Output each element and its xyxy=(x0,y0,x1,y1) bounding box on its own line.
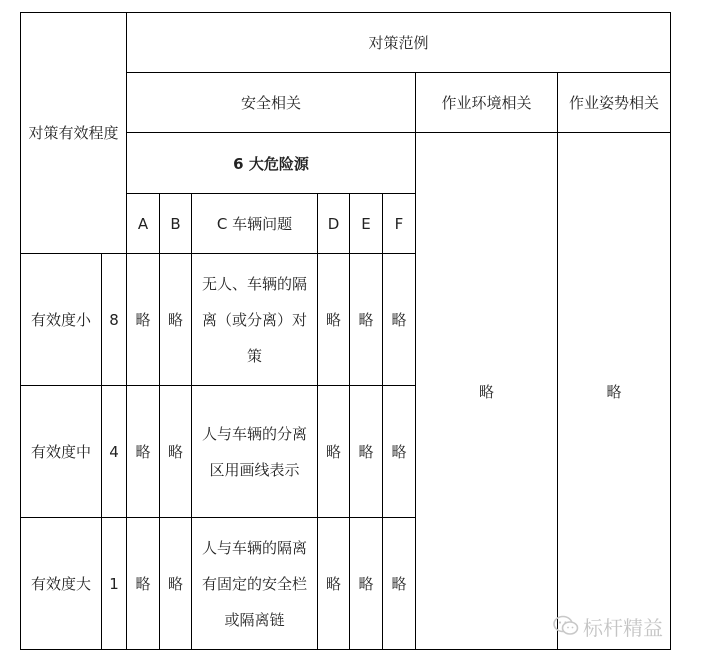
hazard-col-c: C 车辆问题 xyxy=(192,194,318,254)
safety-header: 安全相关 xyxy=(127,73,416,133)
row-cell-c xyxy=(192,518,318,650)
hazard-col-b: B xyxy=(160,194,192,254)
row-cell-f: 略 xyxy=(383,518,416,650)
row-cell-e: 略 xyxy=(350,386,383,518)
row-cell-b: 略 xyxy=(160,386,192,518)
row-level: 有效度小 xyxy=(21,254,102,386)
watermark-text: 标杆精益 xyxy=(583,615,663,640)
row-score: 4 xyxy=(102,386,127,518)
row-cell-f: 略 xyxy=(383,386,416,518)
row-cell-a: 略 xyxy=(127,386,160,518)
row-cell-b: 略 xyxy=(160,518,192,650)
effectiveness-header-label: 对策有效程度 xyxy=(28,124,119,142)
hazard-col-d: D xyxy=(318,194,350,254)
row-cell-d: 略 xyxy=(318,386,350,518)
effectiveness-header xyxy=(21,13,127,254)
row-cell-c xyxy=(192,254,318,386)
row-cell-c xyxy=(192,386,318,518)
row-cell-e: 略 xyxy=(350,254,383,386)
hazard-col-f: F xyxy=(383,194,416,254)
work-posture-header: 作业姿势相关 xyxy=(558,73,671,133)
row-cell-e: 略 xyxy=(350,518,383,650)
row-score: 8 xyxy=(102,254,127,386)
row-cell-f: 略 xyxy=(383,254,416,386)
row-cell-c-text: 人与车辆的隔离有固定的安全栏或隔离链 xyxy=(201,538,307,629)
row-level: 有效度大 xyxy=(21,518,102,650)
row-cell-b: 略 xyxy=(160,254,192,386)
row-score: 1 xyxy=(102,518,127,650)
row-cell-a: 略 xyxy=(127,254,160,386)
hazards-header: 6 大危险源 xyxy=(127,133,416,194)
row-cell-c-text: 无人、车辆的隔离（或分离）对策 xyxy=(201,274,307,365)
row-level: 有效度中 xyxy=(21,386,102,518)
row-cell-c-text: 人与车辆的分离区用画线表示 xyxy=(201,424,307,479)
hazard-col-e: E xyxy=(350,194,383,254)
work-env-header: 作业环境相关 xyxy=(416,73,558,133)
wechat-icon xyxy=(553,615,579,637)
countermeasure-table xyxy=(20,12,671,650)
examples-header: 对策范例 xyxy=(127,13,671,73)
watermark xyxy=(553,611,703,641)
row-cell-a: 略 xyxy=(127,518,160,650)
work-posture-merged: 略 xyxy=(558,133,671,650)
row-cell-d: 略 xyxy=(318,518,350,650)
row-cell-d: 略 xyxy=(318,254,350,386)
work-env-merged: 略 xyxy=(416,133,558,650)
hazard-col-a: A xyxy=(127,194,160,254)
